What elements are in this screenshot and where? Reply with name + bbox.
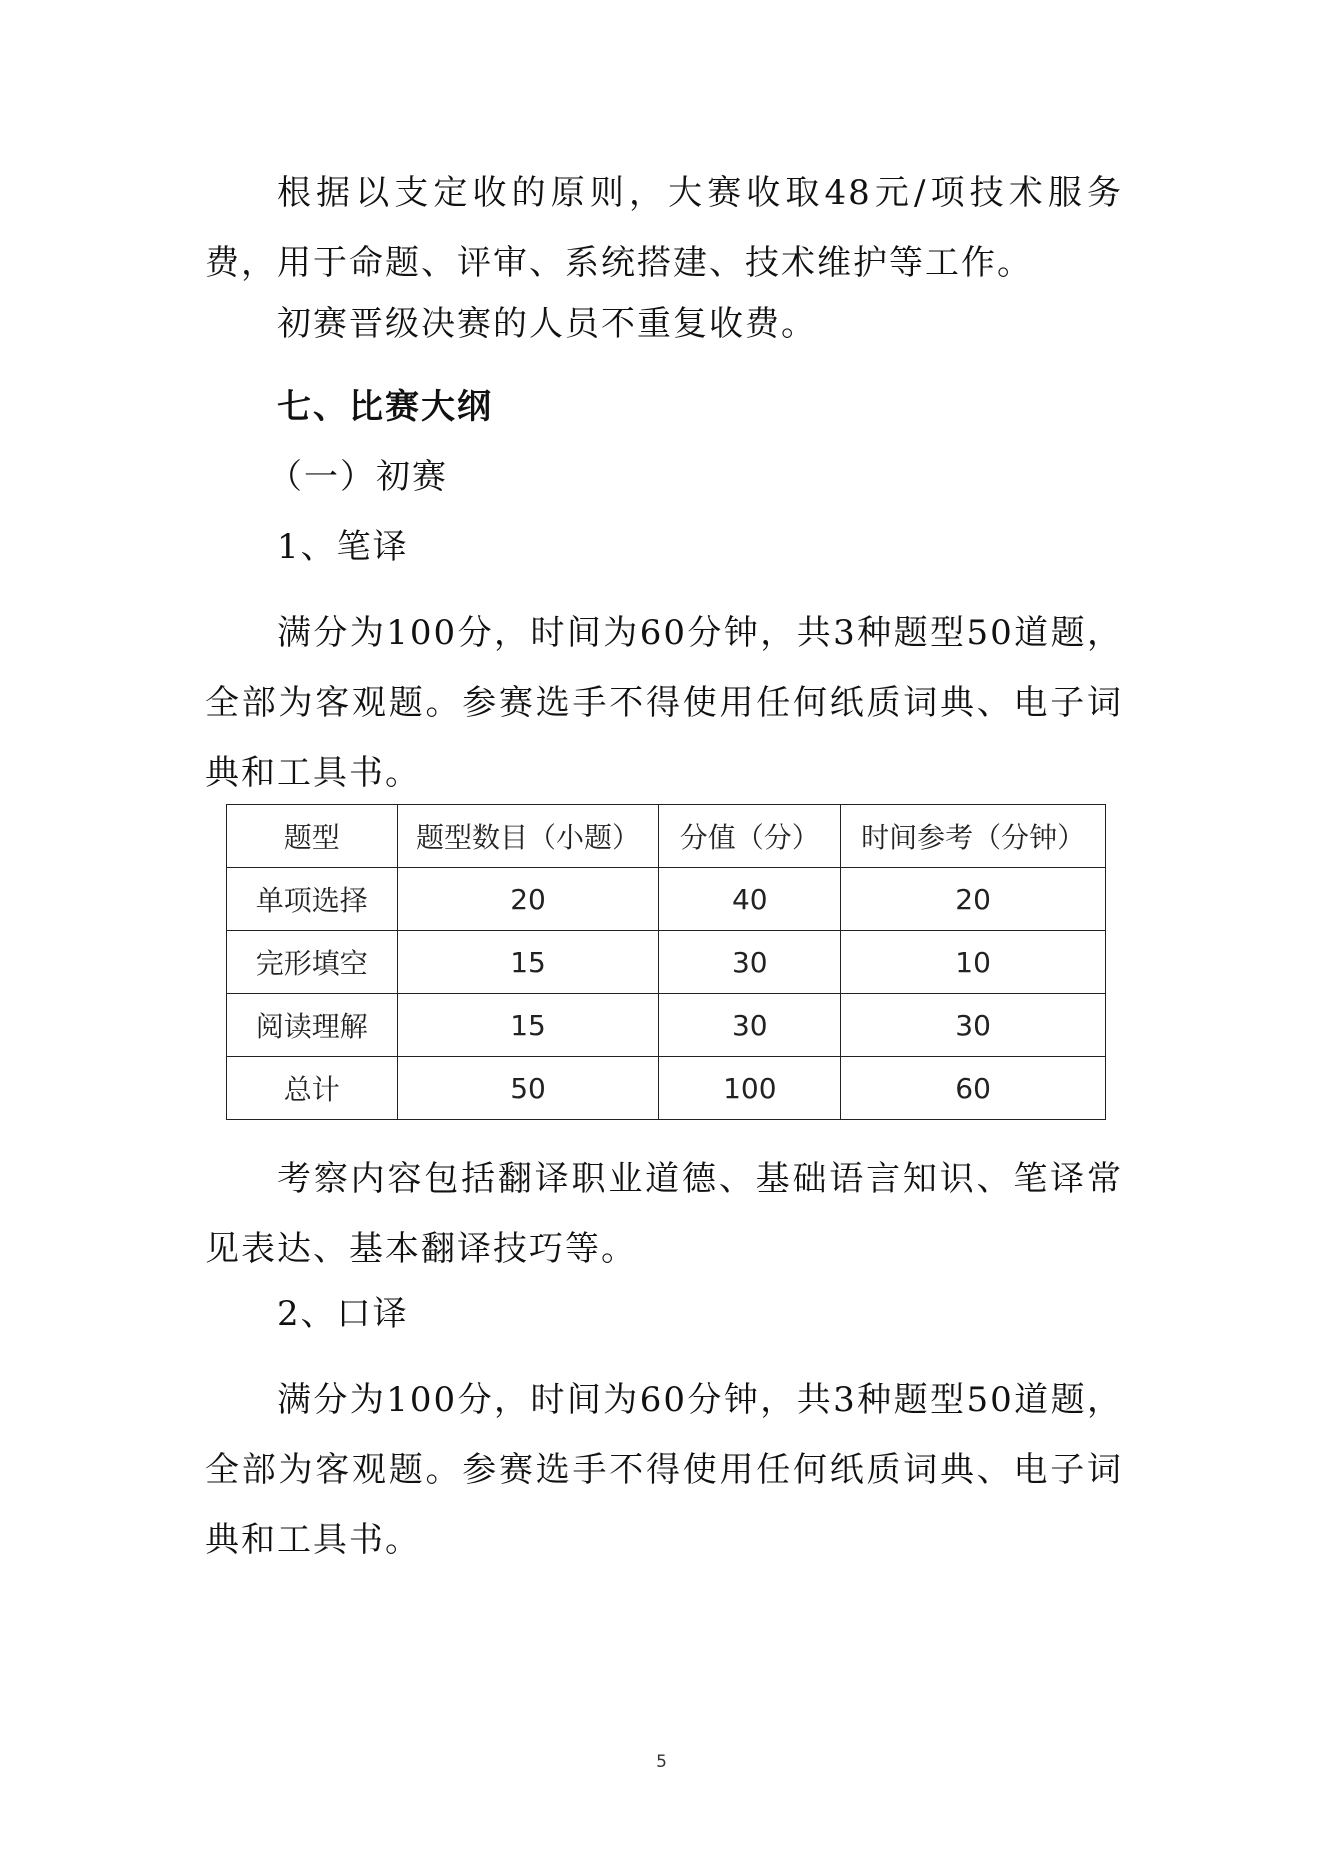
table-total-row	[227, 1057, 1106, 1120]
no-repeat-fee-paragraph: 初赛晋级决赛的人员不重复收费。	[277, 304, 817, 344]
table-header-cell: 分值（分）	[659, 805, 841, 868]
subheading-written: 1、笔译	[277, 527, 409, 567]
subheading-oral: 2、口译	[277, 1294, 409, 1334]
table-header-cell: 题型	[227, 805, 398, 868]
table-cell: 10	[841, 931, 1106, 994]
written-description-paragraph: 满分为100分，时间为60分钟，共3种题型50道题，全部为客观题。参赛选手不得使用任何纸质词典、电子词典和工具书。	[205, 613, 1123, 793]
table-cell: 完形填空	[227, 931, 398, 994]
table-header-cell: 时间参考（分钟）	[841, 805, 1106, 868]
section-heading-syllabus: 七、比赛大纲	[277, 387, 493, 427]
table-cell: 单项选择	[227, 868, 398, 931]
table-cell: 20	[841, 868, 1106, 931]
table-cell: 30	[659, 931, 841, 994]
table-cell: 50	[397, 1057, 659, 1120]
table-cell: 20	[397, 868, 659, 931]
table-header-cell: 题型数目（小题）	[397, 805, 659, 868]
table-row	[227, 868, 1106, 931]
table-row	[227, 994, 1106, 1057]
page-number: 5	[656, 1752, 667, 1772]
fee-principle-paragraph: 根据以支定收的原则，大赛收取48元/项技术服务费，用于命题、评审、系统搭建、技术维护等工作。	[205, 173, 1123, 283]
table-cell: 总计	[227, 1057, 398, 1120]
table-cell: 阅读理解	[227, 994, 398, 1057]
table-cell: 40	[659, 868, 841, 931]
table-cell: 60	[841, 1057, 1106, 1120]
table-cell: 15	[397, 931, 659, 994]
question-type-table	[226, 804, 1106, 1120]
table-cell: 100	[659, 1057, 841, 1120]
table-cell: 30	[841, 994, 1106, 1057]
table-header-row	[227, 805, 1106, 868]
table-cell: 15	[397, 994, 659, 1057]
oral-description-paragraph: 满分为100分，时间为60分钟，共3种题型50道题，全部为客观题。参赛选手不得使用任何纸质词典、电子词典和工具书。	[205, 1380, 1123, 1560]
table-row	[227, 931, 1106, 994]
subheading-preliminary: （一）初赛	[268, 457, 448, 497]
content-description-paragraph: 考察内容包括翻译职业道德、基础语言知识、笔译常见表达、基本翻译技巧等。	[205, 1159, 1123, 1269]
table-cell: 30	[659, 994, 841, 1057]
